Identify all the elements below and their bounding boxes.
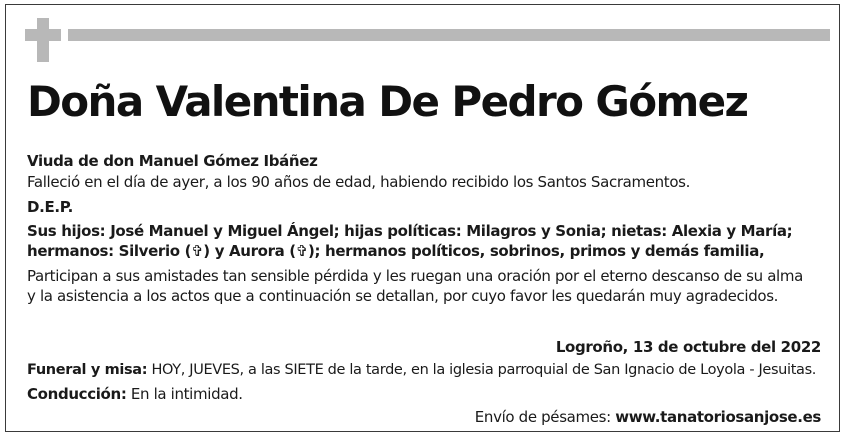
condolences-label: Envío de pésames: — [474, 408, 611, 426]
invitation-line-2: y la asistencia a los actos que a continuación se detallan, por cuyo favor les quedarán muy agradecidos. — [27, 287, 779, 305]
top-rule — [68, 29, 830, 41]
condolences-line — [475, 407, 821, 427]
conduction-text: En la intimidad. — [130, 385, 243, 403]
cross-icon-bar — [25, 29, 61, 41]
funeral-line — [27, 360, 816, 380]
family-line-1: Sus hijos: José Manuel y Miguel Ángel; hijas políticas: Milagros y Sonia; nietas: Alexia y María; — [27, 222, 793, 240]
dep-text: D.E.P. — [27, 198, 73, 216]
condolences-url[interactable]: www.tanatoriosanjose.es — [615, 408, 821, 426]
conduction-line — [27, 384, 243, 404]
invitation-line-1: Participan a sus amistades tan sensible pérdida y les ruegan una oración por el eterno descanso de su alma — [27, 267, 803, 285]
conduction-label: Conducción: — [27, 385, 127, 403]
family-line-2: hermanos: Silverio (✞) y Aurora (✞); hermanos políticos, sobrinos, primos y demás familia, — [27, 242, 765, 260]
funeral-text: HOY, JUEVES, a las SIETE de la tarde, en la iglesia parroquial de San Ignacio de Loyola - Jesuitas. — [151, 362, 817, 378]
widow-of: Viuda de don Manuel Gómez Ibáñez — [27, 152, 318, 170]
funeral-label: Funeral y misa: — [27, 362, 148, 378]
place-date: Logroño, 13 de octubre del 2022 — [555, 338, 821, 356]
deceased-name: Doña Valentina De Pedro Gómez — [27, 77, 748, 126]
death-notice: Falleció en el día de ayer, a los 90 años de edad, habiendo recibido los Santos Sacramentos. — [27, 173, 691, 191]
